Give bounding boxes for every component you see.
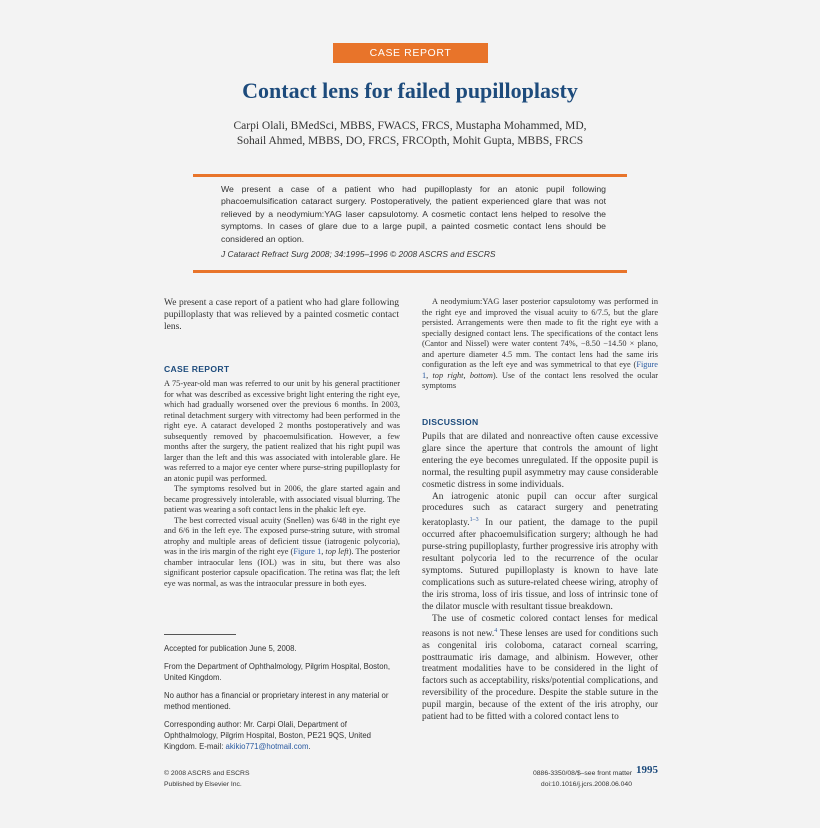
disc-p3-text-b: These lenses are used for conditions such as congenital iris coloboma, cataract corneal scarring, posttraumatic iris damage, and albinism. However, other treatment modalities have to be considered in the light of factors such as acceptability, risks/potential complications, and reversibility of the procedure. Despite the stable suture in the pupil margin, because of the extent of the iris atrophy, our patient had to be fitted with a colored contact lens to [422,628,659,723]
case-p3-italic: top left [325,547,349,556]
footnote-divider [164,634,236,635]
footnote-accepted: Accepted for publication June 5, 2008. [164,644,297,653]
right-p1-italic: top right, bottom [432,370,493,380]
right-paragraph-1: A neodymium:YAG laser posterior capsulotomy was performed in the right eye and improved the visual acuity to 6/7.5, but the glare persisted. Arrangements were then made to fit the right eye with a specially designed contact lens. The specifications of the contact lens (Cantor and Nissel) were water content 74%, −8.50 −14.50 × plano, and aperture diameter 4.5 mm. The contact lens had the same iris configuration as the left eye and was symmetrical to that eye (Figure 1, top right, bottom). Use of the contact lens resolved the ocular symptoms [422,297,658,390]
case-paragraph-2: The symptoms resolved but in 2006, the glare started again and became progressively intolerable, with associated visual blurring. The patient was wearing a soft contact lens in the phakic left eye. [164,484,400,514]
figure-1-link[interactable]: Figure 1 [293,547,322,556]
email-link[interactable]: akikio771@hotmail.com [225,742,309,751]
journal-citation: J Cataract Refract Surg 2008; 34:1995–1996 © 2008 ASCRS and ESCRS [221,249,496,259]
footer-left [164,768,249,790]
intro-paragraph: We present a case report of a patient who had glare following pupilloplasty that was relieved by a painted cosmetic contact lens. [164,298,399,332]
discussion-heading: DISCUSSION [422,417,479,427]
right-column-text [422,297,658,392]
discussion-paragraph-2 [422,492,658,614]
footnote-corresponding [164,719,400,752]
figure-1-link-right[interactable]: Figure 1 [422,360,658,380]
disc-p3-text-a: The use of cosmetic colored contact lenses for medical reasons is not new. [422,613,658,639]
case-paragraph-3: The best corrected visual acuity (Snellen) was 6/48 in the right eye and 6/6 in the left eye. The exposed purse-string suture, with stromal atrophy and multiple areas of deficient tissue (iatrogenic polycoria), was in the iris margin of the right eye (Figure 1, top left). The posterior chamber intraocular lens (IOL) was in situ, but there was also significant posterior capsule opacification. The retina was flat; the left eye was normal, as was the intraocular pressure in both eyes. [164,515,401,588]
issn-text: 0886-3350/08/$–see front matter [533,770,632,777]
article-title: Contact lens for failed pupilloplasty [242,78,578,103]
abstract-bottom-rule [193,270,627,273]
abstract-text: We present a case of a patient who had pupilloplasty for an atonic pupil following phacoemulsification cataract surgery. Postoperatively, the patient experienced glare that was not relieved by a neodymium:YAG laser capsulotomy. A cosmetic contact lens helped to resolve the symptoms. In cases of glare due to a large pupil, a painted cosmetic contact lens should be considered an option. [221,184,606,244]
case-p3-text-b: ). The posterior chamber intraocular lens (IOL) was in situ, but there was also significant posterior capsule opacification. The retina was flat; the left eye was normal, as was the intraocular pressure in both eyes. [164,547,401,588]
footnote-affiliation: From the Department of Ophthalmology, Pilgrim Hospital, Boston, United Kingdom. [164,662,391,682]
case-report-heading: CASE REPORT [164,364,230,374]
right-p1-text-a: A neodymium:YAG laser posterior capsulotomy was performed in the right eye and improved the visual acuity to 6/7.5, but the glare persisted. Arrangements were then made to fit the right eye with a specially designed contact lens. The specifications of the contact lens (Cantor and Nissel) were water content 74%, −8.50 −14.50 × plano, and aperture diameter 4.5 mm. The contact lens had the same iris configuration as the left eye and was symmetrical to that eye ( [422,297,658,369]
footnote-disclosure: No author has a financial or proprietary interest in any material or method mentioned. [164,691,389,711]
publisher-text: Published by Elsevier Inc. [164,781,242,788]
copyright-text: © 2008 ASCRS and ESCRS [164,770,250,777]
author-list [200,119,620,149]
case-p3-text-a: The best corrected visual acuity (Snellen) was 6/48 in the right eye and 6/6 in the left eye. The exposed purse-string suture, with stromal atrophy and multiple areas of deficient tissue (iatrogenic polycoria), was in the iris margin of the right eye ( [164,515,400,556]
authors-line-2: Sohail Ahmed, MBBS, DO, FRCS, FRCOpth, Mohit Gupta, MBBS, FRCS [236,135,584,147]
discussion-paragraph-3 [422,614,658,724]
section-tag: CASE REPORT [333,43,488,63]
footer-right [533,768,632,790]
email-period: . [308,742,311,751]
right-p1-text-b: ). Use of the contact lens resolved the ocular symptoms [422,370,658,390]
case-report-text [164,379,400,589]
discussion-text [422,432,658,724]
corresponding-author-text: Corresponding author: Mr. Carpi Olali, Department of Ophthalmology, Pilgrim Hospital, Boston, PE21 9QS, United Kingdom. E-mail: [164,720,372,751]
case-paragraph-1: A 75-year-old man was referred to our unit by his general practitioner for what was described as excessive bright light entering the right eye, which had gradually worsened over the previous 6 months. In 2003, retinal detachment surgery with vitrectomy had been performed in the right eye. A cataract developed 2 months postoperatively and was subsequently removed by phacoemulsification. However, a few months after the surgery, the patient realized that his right pupil was larger than the left and this was associated with intolerable glare. He was referred to a major eye center where purse-string pupilloplasty for an atonic pupil was performed. [164,379,400,483]
reference-1-3[interactable]: 1–3 [469,517,479,524]
authors-line-1: Carpi Olali, BMedSci, MBBS, FWACS, FRCS, Mustapha Mohammed, MD, [233,120,587,132]
abstract-top-rule [193,174,627,177]
footnotes [164,643,400,759]
reference-4[interactable]: 4 [494,627,498,634]
discussion-paragraph-1: Pupils that are dilated and nonreactive often cause excessive glare since the aperture that controls the amount of light entering the eye becomes unregulated. If the opposite pupil is normal, the resulting pupil asymmetry may cause considerable cosmetic distress in some individuals. [422,432,658,490]
doi-text: doi:10.1016/j.jcrs.2008.06.040 [540,781,632,788]
disc-p2-text-b: In our patient, the damage to the pupil occurred after phacoemulsification surgery; although he had purse-string pupilloplasty, further progressive iris atrophy with resultant polycoria led to the recurrence of the ocular symptoms. Sutured pupilloplasty is known to have late complications such as suture-related cheese wiring, atrophy of the iris stroma, loss of iris tissue, and loss of intrinsic tone of the dilator muscle with resultant tissue breakdown. [422,518,658,612]
abstract [221,183,606,248]
disc-p2-text-a: An iatrogenic atonic pupil can occur after surgical procedures such as cataract surgery and penetrating keratoplasty. [422,491,658,529]
page-number: 1995 [636,764,658,776]
